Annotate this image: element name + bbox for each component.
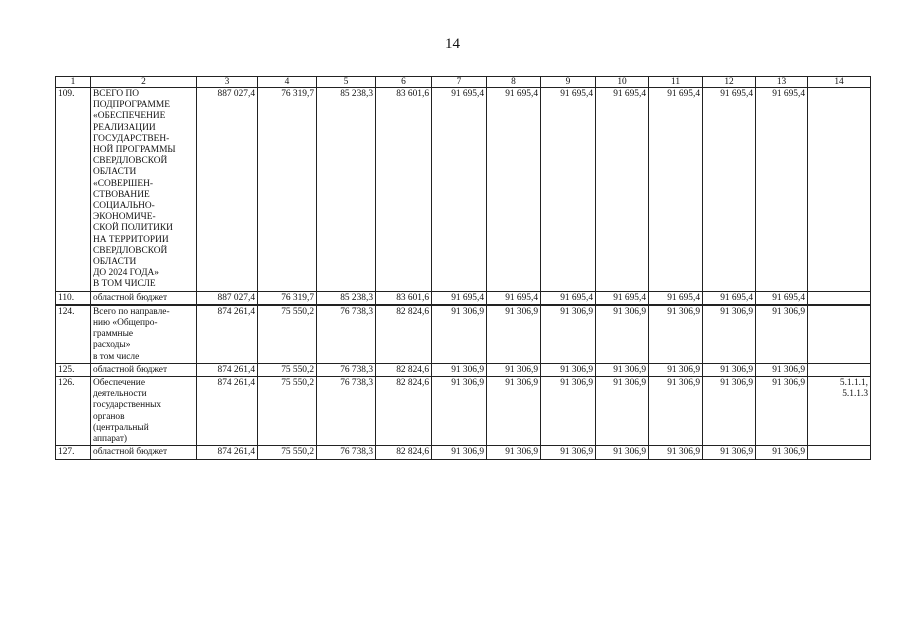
row-number: 110. [56,291,91,305]
value-cell: 91 306,9 [596,305,649,364]
row-name-line: расходы» [93,340,131,351]
value-cell: 76 319,7 [258,291,317,305]
row-name [91,305,197,364]
row-name [91,291,197,305]
value-cell: 75 550,2 [258,446,317,459]
value-cell: 83 601,6 [376,291,432,305]
page-number: 14 [445,36,460,52]
row-number: 124. [56,305,91,364]
value-cell: 91 695,4 [487,291,541,305]
value-cell: 91 695,4 [649,88,703,292]
value-cell: 91 306,9 [596,363,649,376]
value-cell: 874 261,4 [197,305,258,364]
reference-cell: 5.1.1.1, 5.1.1.3 [808,377,871,446]
table-row [56,446,871,459]
value-cell: 91 695,4 [541,88,596,292]
value-cell: 91 306,9 [487,363,541,376]
column-header: 3 [197,77,258,88]
value-cell: 76 738,3 [317,446,376,459]
column-header: 6 [376,77,432,88]
value-cell: 76 319,7 [258,88,317,292]
value-cell: 75 550,2 [258,363,317,376]
column-header: 5 [317,77,376,88]
reference-cell [808,446,871,459]
reference-cell [808,291,871,305]
value-cell: 91 306,9 [756,446,808,459]
value-cell: 76 738,3 [317,377,376,446]
value-cell: 83 601,6 [376,88,432,292]
column-header: 9 [541,77,596,88]
value-cell: 91 306,9 [541,377,596,446]
value-cell: 91 695,4 [756,291,808,305]
row-name-line: граммные [93,329,134,340]
table-row [56,305,871,364]
row-name-line: ВСЕГО ПО [93,89,140,99]
table-row [56,88,871,292]
row-number: 125. [56,363,91,376]
value-cell: 91 306,9 [487,305,541,364]
value-cell: 91 306,9 [703,305,756,364]
value-cell: 91 306,9 [649,377,703,446]
table-row [56,291,871,305]
row-name-line: ЭКОНОМИЧЕ- [93,212,156,223]
row-name-line: СОЦИАЛЬНО- [93,201,155,212]
value-cell: 91 306,9 [756,363,808,376]
value-cell: 91 306,9 [703,446,756,459]
row-name-line: областной бюджет [93,364,168,375]
value-cell: 91 306,9 [432,446,487,459]
value-cell: 82 824,6 [376,377,432,446]
row-name-line: ГОСУДАРСТВЕН- [93,133,170,144]
value-cell: 887 027,4 [197,291,258,305]
row-name-line: «СОВЕРШЕН- [93,178,153,189]
value-cell: 75 550,2 [258,305,317,364]
reference-cell [808,88,871,292]
row-name [91,88,197,292]
value-cell: 91 695,4 [541,291,596,305]
row-name-line: СВЕРДЛОВСКОЙ [93,245,168,256]
row-name-line: СТВОВАНИЕ [93,189,150,200]
row-name-line: в том числе [93,351,140,362]
value-cell: 91 695,4 [432,88,487,292]
row-name-line: СКОЙ ПОЛИТИКИ [93,223,173,234]
budget-table [55,76,871,460]
value-cell: 91 306,9 [649,363,703,376]
value-cell: 91 695,4 [703,88,756,292]
column-header: 10 [596,77,649,88]
column-header: 14 [808,77,871,88]
value-cell: 82 824,6 [376,305,432,364]
row-name-line: областной бюджет [93,292,168,303]
value-cell: 91 306,9 [756,305,808,364]
value-cell: 91 306,9 [487,377,541,446]
value-cell: 85 238,3 [317,88,376,292]
row-name [91,363,197,376]
value-cell: 76 738,3 [317,363,376,376]
column-header: 12 [703,77,756,88]
row-name-line: областной бюджет [93,447,168,458]
value-cell: 91 306,9 [541,305,596,364]
row-number: 109. [56,88,91,292]
column-header: 1 [56,77,91,88]
value-cell: 91 695,4 [649,291,703,305]
value-cell: 91 306,9 [432,377,487,446]
row-name-line: НОЙ ПРОГРАММЫ [93,145,176,156]
row-name-line: деятельности [93,389,147,400]
column-header: 7 [432,77,487,88]
value-cell: 91 695,4 [596,291,649,305]
value-cell: 874 261,4 [197,363,258,376]
row-name-line: СВЕРДЛОВСКОЙ [93,156,168,167]
value-cell: 91 306,9 [703,363,756,376]
value-cell: 91 306,9 [649,305,703,364]
column-header: 11 [649,77,703,88]
value-cell: 76 738,3 [317,305,376,364]
row-name-line: государственных [93,400,162,411]
row-name-line: аппарат) [93,434,128,445]
reference-cell [808,363,871,376]
value-cell: 91 306,9 [432,305,487,364]
value-cell: 91 695,4 [703,291,756,305]
value-cell: 91 306,9 [649,446,703,459]
row-name [91,377,197,446]
table-body [56,77,871,460]
row-name-line: (центральный [93,422,149,433]
value-cell: 91 306,9 [541,363,596,376]
row-name-line: НА ТЕРРИТОРИИ [93,234,169,245]
value-cell: 91 695,4 [487,88,541,292]
value-cell: 91 306,9 [596,446,649,459]
row-number: 126. [56,377,91,446]
value-cell: 874 261,4 [197,377,258,446]
header-row [56,77,871,88]
value-cell: 85 238,3 [317,291,376,305]
row-name-line: В ТОМ ЧИСЛЕ [93,279,156,290]
row-name-line: ДО 2024 ГОДА» [93,268,159,279]
value-cell: 91 695,4 [432,291,487,305]
value-cell: 75 550,2 [258,377,317,446]
row-name-line: ПОДПРОГРАММЕ [93,100,170,111]
column-header: 8 [487,77,541,88]
row-name [91,446,197,459]
row-name-line: органов [93,411,125,422]
column-header: 4 [258,77,317,88]
value-cell: 91 306,9 [703,377,756,446]
value-cell: 82 824,6 [376,363,432,376]
column-header: 2 [91,77,197,88]
value-cell: 91 306,9 [596,377,649,446]
value-cell: 91 695,4 [756,88,808,292]
row-name-line: Всего по направле- [93,306,170,317]
value-cell: 82 824,6 [376,446,432,459]
row-name-line: Обеспечение [93,378,145,389]
value-cell: 91 306,9 [432,363,487,376]
value-cell: 887 027,4 [197,88,258,292]
row-number: 127. [56,446,91,459]
row-name-line: «ОБЕСПЕЧЕНИЕ [93,111,166,122]
value-cell: 91 306,9 [541,446,596,459]
row-name-line: ОБЛАСТИ [93,257,137,268]
value-cell: 91 306,9 [756,377,808,446]
value-cell: 91 695,4 [596,88,649,292]
row-name-line: нию «Общепро- [93,318,158,329]
table-row [56,363,871,376]
value-cell: 874 261,4 [197,446,258,459]
value-cell: 91 306,9 [487,446,541,459]
row-name-line: РЕАЛИЗАЦИИ [93,122,156,133]
table-row [56,377,871,446]
row-name-line: ОБЛАСТИ [93,167,137,178]
reference-cell [808,305,871,364]
column-header: 13 [756,77,808,88]
